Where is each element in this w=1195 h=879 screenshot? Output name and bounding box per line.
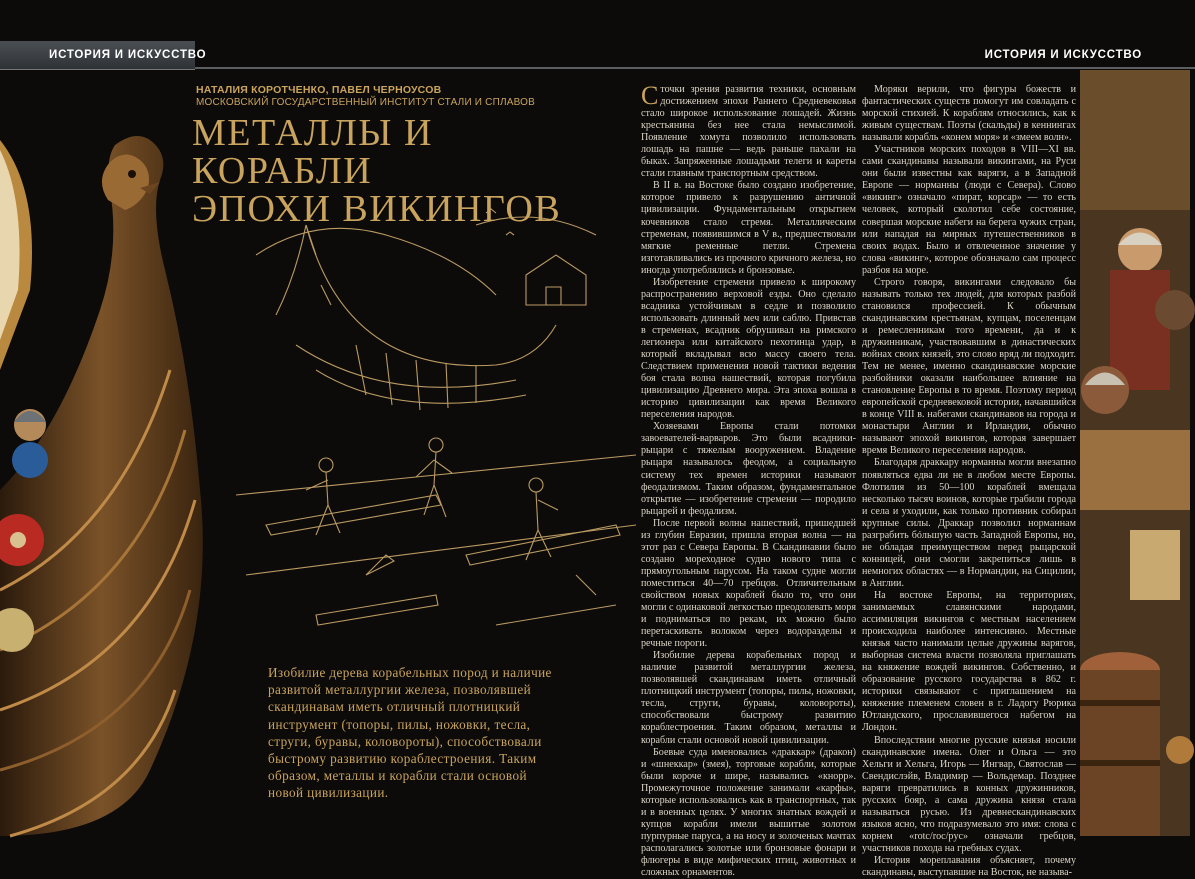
paragraph: Участников морских походов в VIII—XI вв. сами скандинавы называли викингами, на Руси они были известны как варяги, а в Западной Европе — норманны (люди с Севера). Слово «викинг» означало «пират, корсар» — то есть человек, который сколотил себе состояние, совершая морские набеги на берега чужих стран, или нападая на мирных путешественников в своих водах. Было и отвлеченное значение у слова «викинг», которое обозначало сам процесс разбоя на море. bbox=[862, 144, 1076, 276]
paragraph: Моряки верили, что фигуры божеств и фантастических существ помогут им совладать с морской стихией. К кораблям относились, как к живым существам. Поэты (скальды) в кеннингах называли корабль «конем моря» и «змеем волн». bbox=[862, 84, 1076, 144]
article-column-1 bbox=[641, 81, 856, 879]
paragraph: На востоке Европы, на территориях, занимаемых славянскими народами, ассимиляция викингов с местным населением происходила наиболее интенсивно. Местные князья часто нанимали целые дружины варягов, выборная система власти позволяла приглашать на княжение вождей викингов. Собственно, и образование русского государства в 862 г. историки связывают с приглашением на княжение племенем словен в г. Ладогу Рюрика Ютландского, прославившегося набегом на Лондон. bbox=[862, 589, 1076, 734]
paragraph: В II в. на Востоке было создано изобретение, которое привело к разрушению античной цивилизации. Фундаментальным открытием кочевников стало стремя. Металлическим стременам, появившимся в V в., предшествовали мягкие ременные петли. Стремена изготавливались из прочного кричного железа, но иногда употреблялись и бронзовые. bbox=[641, 180, 856, 276]
paragraph: Строго говоря, викингами следовало бы называть только тех людей, для которых разбой становился профессией. К обычным скандинавским крестьянам, купцам, поселенцам и ремесленникам того времени, да и к дружинникам, участвовавшим в династических войнах своих князей, это слово вряд ли подходит. Тем не менее, именно скандинавские морские разбойники оказали наибольшее влияние на становление Европы в то время. Поэтому период европейской средневековой истории, начавшийся в конце VIII в. набегами скандинавов на города и монастыри Англии и Ирландии, обычно называют эпохой викингов, которая завершает время Великого переселения народов. bbox=[862, 276, 1076, 457]
article-column-2 bbox=[862, 84, 1076, 879]
article-title-line-2: ЭПОХИ ВИКИНГОВ bbox=[192, 188, 562, 230]
paragraph: Благодаря драккару норманны могли внезапно появляться едва ли не в любом месте Европы. Флотилия из 50—100 кораблей вмещала несколько тысяч воинов, которые грабили города и села и уходили, как только противник собирал крупные силы. Драккар позволил норманнам разграбить бóльшую часть Западной Европы, но, не обладая преимуществом перед рыцарской конницей, они смогли закрепиться лишь в немногих областях — в Нормандии, на Сицилии, в Англии. bbox=[862, 457, 1076, 589]
header-rule-right bbox=[595, 67, 1195, 69]
section-label-right: ИСТОРИЯ И ИСКУССТВО bbox=[984, 49, 1142, 61]
paragraph: Изобилие дерева корабельных пород и наличие развитой металлургии железа, позволявшей скандинавам иметь отличный плотницкий инструмент (топоры, пилы, ножовки, тесла, струги, буравы, коловороты), способствовали быстрому развитию кораблестроения. Таким образом, металлы и корабли стали основой новой цивилизации. bbox=[641, 650, 856, 746]
viking-feast-illustration bbox=[1080, 70, 1190, 836]
author-institute: МОСКОВСКИЙ ГОСУДАРСТВЕННЫЙ ИНСТИТУТ СТАЛИ И СПЛАВОВ bbox=[196, 97, 536, 108]
article-authors: НАТАЛИЯ КОРОТЧЕНКО, ПАВЕЛ ЧЕРНОУСОВ bbox=[196, 84, 442, 96]
paragraph: Сточки зрения развития техники, основным достижением эпохи Раннего Средневековья стало широкое использование лошадей. Жизнь крестьянина без нее стала немыслимой. Появление хомута позволило использовать лошадь на пашне — ведь раньше пахали на быках. Запряженные лошадьми телеги и кареты стали главным транспортным средством. bbox=[641, 81, 856, 180]
header-rule-left bbox=[195, 67, 595, 69]
paragraph: Изобретение стремени привело к широкому распространению верховой езды. Оно сделало всадника устойчивым в седле и позволило использовать длинный меч или саблю. Привстав в стременах, всадник обрушивал на римского легионера или китайского пехотинца удар, в который вкладывал всю массу своего тела. Следствием применения новой тактики ведения боя стала волна нашествий, которая погубила цивилизацию Древнего мира. Эта эпоха вошла в историю цивилизации как время Великого переселения народов. bbox=[641, 276, 856, 421]
paragraph: Впоследствии многие русские князья носили скандинавские имена. Олег и Ольга — это Хельги и Хельга, Игорь — Ингвар, Святослав — Свендислэйв, Владимир — Вольдемар. Позднее варяги превратились в конных дружинников, русских бояр, а сама дружина князя стала называться русью. Из древнескандинавских языков ясно, что подразумевало это имя: слова с корнем «rotc/roc/pyc» означали гребцов, участников похода на гребных судах. bbox=[862, 734, 1076, 854]
article-title-line-1: МЕТАЛЛЫ И КОРАБЛИ bbox=[192, 112, 433, 192]
pull-quote: Изобилие дерева корабельных пород и наличие развитой металлургии железа, позволявшей скандинавам иметь отличный плотницкий инструмент (топоры, пилы, ножовки, тесла, струги, буравы, коловороты), способствовали быстрому развитию кораблестроения. Таким образом, металлы и корабли стали основой новой цивилизации. bbox=[268, 665, 552, 801]
shipbuilding-engraving bbox=[236, 195, 636, 655]
section-label-left: ИСТОРИЯ И ИСКУССТВО bbox=[49, 49, 207, 61]
paragraph: Боевые суда именовались «драккар» (дракон) и «шнеккар» (змея), торговые корабли, которые были короче и шире, назывались «кнорр». Промежуточное положение занимали «карфы», которые использовались как в транспортных, так и в военных целях. У многих знатных вождей и купцов корабли имели вышитые золотом пурпурные паруса, а на носу и золоченых мачтах располагались золотые или бронзовые фонари и флюгеры в виде мифических птиц, животных и сложных орнаментов. bbox=[641, 746, 856, 879]
drop-cap: С bbox=[641, 81, 659, 110]
paragraph: История мореплавания объясняет, почему скандинавы, выступавшие на Восток, не называ- bbox=[862, 855, 1076, 879]
paragraph: Хозяевами Европы стали потомки завоевателей-варваров. Это были всадники-рыцари с тяжелым вооружением. Владение рыцаря называлось феодом, а социальную систему тех времен историки называют феодализмом. Таким образом, фундаментальное открытие — изобретение стремени — породило рыцарей и феодализм. bbox=[641, 421, 856, 517]
paragraph: После первой волны нашествий, пришедшей из глубин Евразии, пришла вторая волна — на этот раз с Севера Европы. В Скандинавии было создано мореходное судно нового типа с прямоугольным парусом. На таком судне могли поместиться 40—70 гребцов. Отличительным свойством новых кораблей было то, что они могли с одинаковой легкостью преодолевать моря и подниматься по рекам, их можно было перетаскивать волоком через водоразделы и речные пороги. bbox=[641, 517, 856, 650]
article-title bbox=[192, 114, 612, 228]
